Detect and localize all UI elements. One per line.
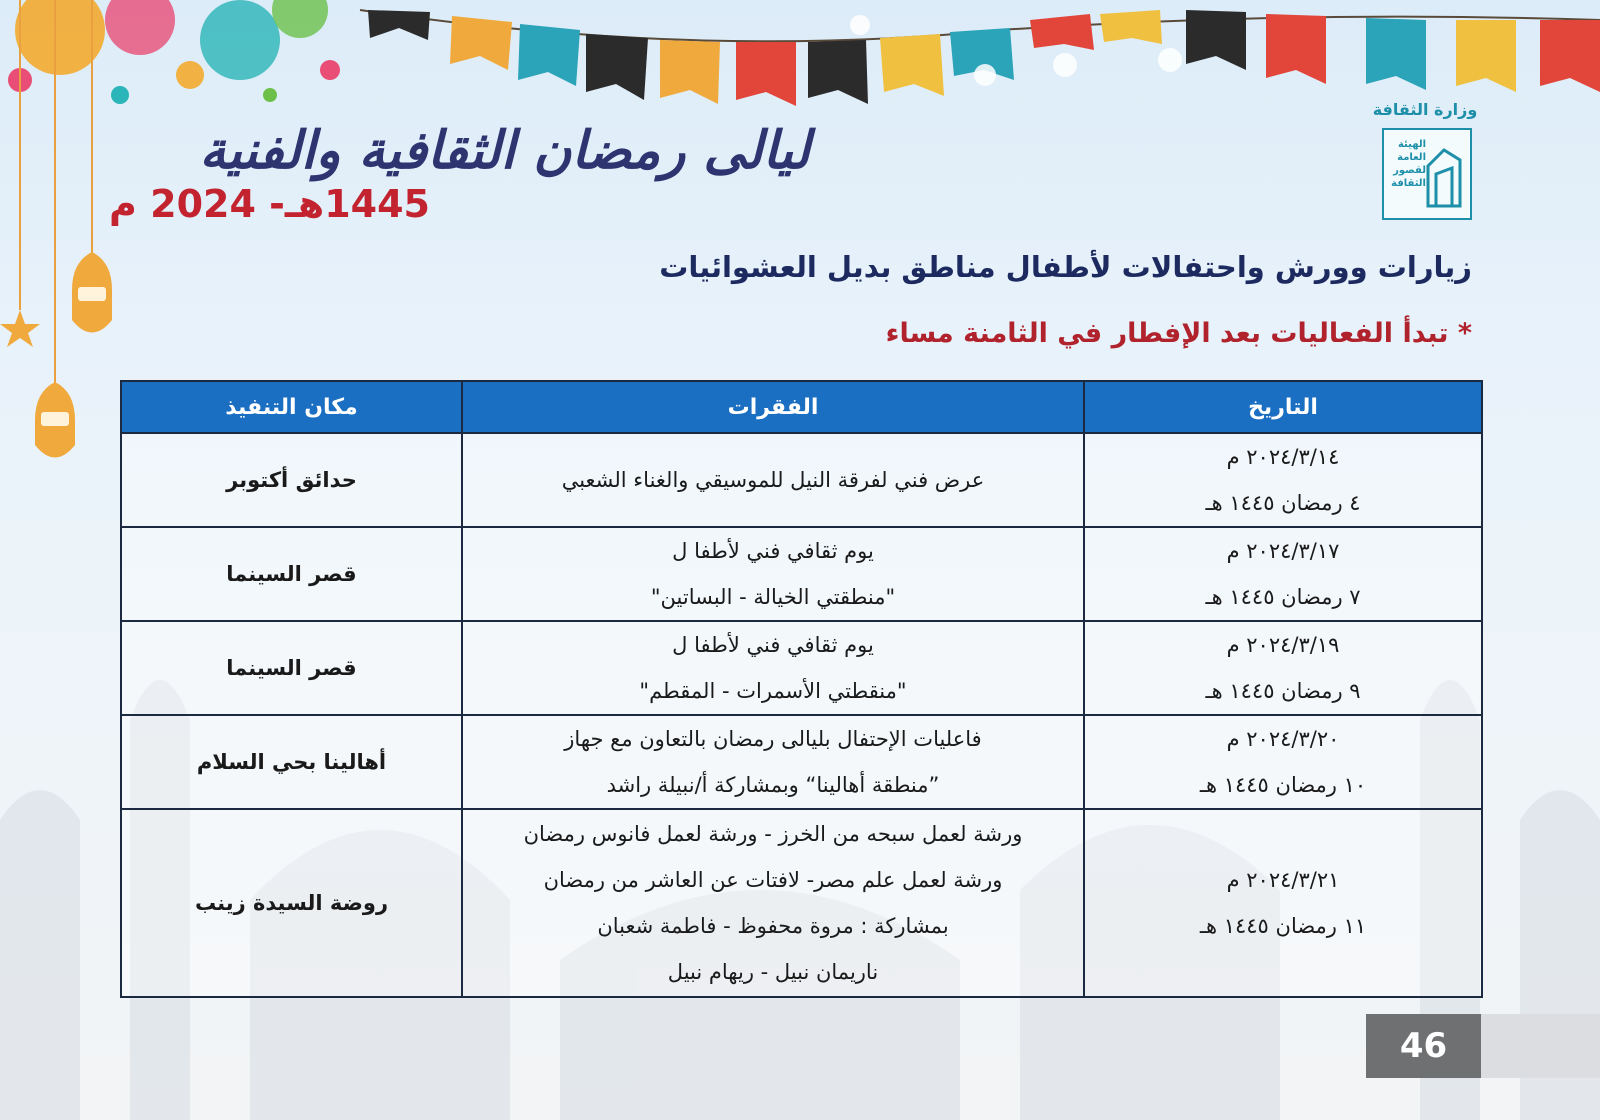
header-items: الفقرات bbox=[462, 381, 1084, 433]
bunting-flags bbox=[368, 10, 1600, 106]
logo-authority-text: الهيئة العامة لقصور الثقافة bbox=[1391, 139, 1426, 189]
page-number-tail bbox=[1481, 1014, 1600, 1078]
events-table bbox=[120, 380, 1483, 998]
table-row bbox=[121, 527, 1482, 621]
section-subtitle: زيارات وورش واحتفالات لأطفال مناطق بديل العشوائيات bbox=[659, 250, 1472, 284]
date-cell bbox=[1084, 527, 1482, 621]
logo-emblem bbox=[1382, 128, 1472, 220]
item-line: ناريمان نبيل - ريهام نبيل bbox=[667, 960, 879, 984]
gregorian-date: ٢٠٢٤/٣/١٧ م bbox=[1226, 539, 1340, 563]
table-row bbox=[121, 715, 1482, 809]
item-line: "منقطتي الأسمرات - المقطم" bbox=[639, 679, 907, 703]
items-cell bbox=[462, 527, 1084, 621]
table-header-row bbox=[121, 381, 1482, 433]
logo-ministry-text: وزارة الثقافة bbox=[1372, 100, 1478, 119]
hijri-date: ٩ رمضان ١٤٤٥ هـ bbox=[1205, 679, 1361, 703]
item-line: ورشة لعمل سبحه من الخرز - ورشة لعمل فانوس رمضان bbox=[523, 822, 1023, 846]
header-date: التاريخ bbox=[1084, 381, 1482, 433]
place-cell: حدائق أكتوبر bbox=[121, 433, 462, 527]
place-cell: روضة السيدة زينب bbox=[121, 809, 462, 997]
item-line: ”منطقة أهالينا“ وبمشاركة أ/نبيلة راشد bbox=[606, 773, 940, 797]
gregorian-date: ٢٠٢٤/٣/٢١ م bbox=[1226, 868, 1340, 892]
item-line: فاعليات الإحتفال بليالى رمضان بالتعاون مع جهاز bbox=[564, 727, 982, 751]
hijri-date: ٤ رمضان ١٤٤٥ هـ bbox=[1205, 491, 1361, 515]
date-cell bbox=[1084, 621, 1482, 715]
items-cell bbox=[462, 809, 1084, 997]
paint-splash bbox=[8, 0, 340, 104]
place-cell: قصر السينما bbox=[121, 527, 462, 621]
date-cell bbox=[1084, 715, 1482, 809]
ministry-logo bbox=[1372, 100, 1478, 226]
year-label: 1445هـ- 2024 م bbox=[109, 182, 430, 226]
table-row bbox=[121, 621, 1482, 715]
item-line: يوم ثقافي فني لأطفا ل bbox=[672, 633, 874, 657]
item-line: بمشاركة : مروة محفوظ - فاطمة شعبان bbox=[597, 914, 949, 938]
place-cell: قصر السينما bbox=[121, 621, 462, 715]
items-cell bbox=[462, 621, 1084, 715]
building-icon bbox=[1424, 140, 1464, 210]
gregorian-date: ٢٠٢٤/٣/١٤ م bbox=[1226, 445, 1340, 469]
table-row bbox=[121, 809, 1482, 997]
items-cell bbox=[462, 433, 1084, 527]
page-number: 46 bbox=[1366, 1014, 1481, 1078]
date-cell bbox=[1084, 809, 1482, 997]
item-line: ورشة لعمل علم مصر- لافتات عن العاشر من رمضان bbox=[543, 868, 1003, 892]
hijri-date: ١٠ رمضان ١٤٤٥ هـ bbox=[1199, 773, 1367, 797]
title-block bbox=[109, 120, 810, 230]
item-line: عرض فني لفرقة النيل للموسيقي والغناء الشعبي bbox=[561, 468, 985, 492]
page-title: ليالى رمضان الثقافية والفنية bbox=[199, 120, 810, 181]
item-line: يوم ثقافي فني لأطفا ل bbox=[672, 539, 874, 563]
table-row bbox=[121, 433, 1482, 527]
header-place: مكان التنفيذ bbox=[121, 381, 462, 433]
hijri-date: ١١ رمضان ١٤٤٥ هـ bbox=[1199, 914, 1367, 938]
timing-note: * تبدأ الفعاليات بعد الإفطار في الثامنة مساء bbox=[885, 318, 1472, 349]
date-cell bbox=[1084, 433, 1482, 527]
gregorian-date: ٢٠٢٤/٣/٢٠ م bbox=[1226, 727, 1340, 751]
item-line: "منطقتي الخيالة - البساتين" bbox=[650, 585, 896, 609]
place-cell: أهالينا بحي السلام bbox=[121, 715, 462, 809]
star-ornament bbox=[0, 310, 40, 347]
hijri-date: ٧ رمضان ١٤٤٥ هـ bbox=[1205, 585, 1361, 609]
gregorian-date: ٢٠٢٤/٣/١٩ م bbox=[1226, 633, 1340, 657]
items-cell bbox=[462, 715, 1084, 809]
